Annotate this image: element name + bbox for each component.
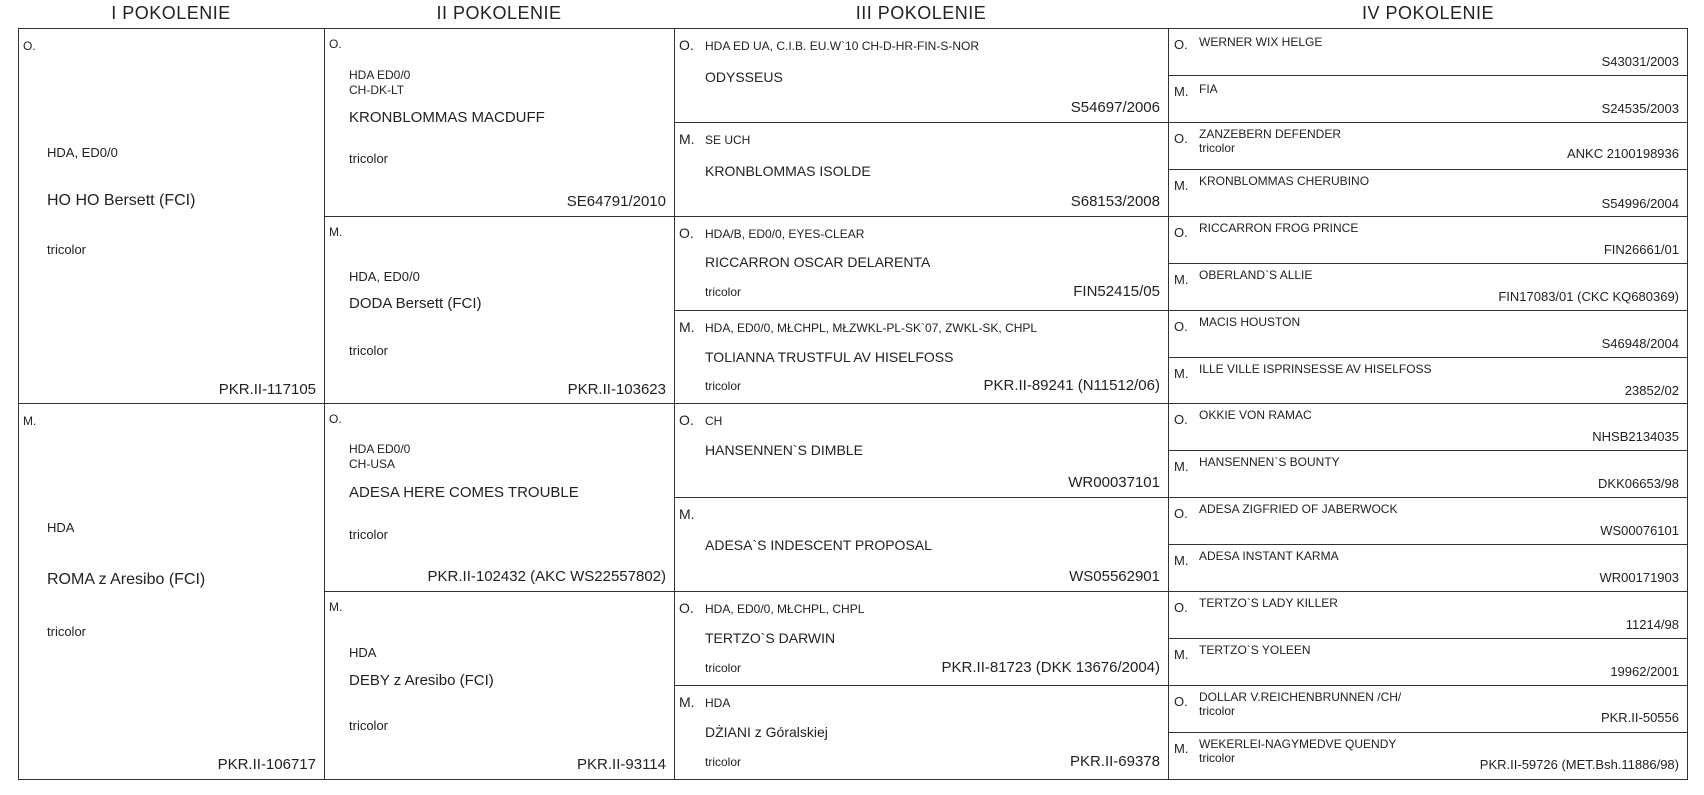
registration: PKR.II-50556 bbox=[1600, 710, 1679, 725]
gen2-cell-1 bbox=[324, 28, 675, 217]
color: tricolor bbox=[705, 755, 742, 769]
dog-name: FIA bbox=[1199, 82, 1218, 96]
gen4-cell-14 bbox=[1168, 638, 1688, 686]
titles: HDA bbox=[705, 696, 731, 710]
prefix: M. bbox=[1174, 553, 1189, 568]
dog-name: DEBY z Aresibo (FCI) bbox=[349, 672, 494, 689]
prefix: O. bbox=[329, 412, 342, 426]
registration: WR00171903 bbox=[1599, 570, 1679, 585]
color: tricolor bbox=[349, 718, 389, 733]
gen4-cell-10 bbox=[1168, 450, 1688, 498]
dog-name: WEKERLEI-NAGYMEDVE QUENDY bbox=[1199, 737, 1397, 751]
registration: 11214/98 bbox=[1625, 617, 1679, 632]
header-generation-4: IV POKOLENIE bbox=[1361, 3, 1495, 23]
gen3-cell-7 bbox=[674, 591, 1169, 686]
registration: PKR.II-102432 (AKC WS22557802) bbox=[427, 568, 666, 585]
prefix: M. bbox=[1174, 647, 1189, 662]
registration: PKR.II-69378 bbox=[1069, 753, 1160, 770]
registration: WS00076101 bbox=[1600, 523, 1679, 538]
dog-name: MACIS HOUSTON bbox=[1199, 315, 1301, 329]
dog-name: ILLE VILLE ISPRINSESSE AV HISELFOSS bbox=[1199, 362, 1432, 376]
prefix: M. bbox=[1174, 178, 1189, 193]
registration: WS05562901 bbox=[1069, 568, 1160, 585]
prefix: M. bbox=[679, 506, 695, 522]
registration: PKR.II-103623 bbox=[567, 381, 666, 398]
prefix: O. bbox=[1174, 694, 1188, 709]
gen4-cell-7 bbox=[1168, 310, 1688, 358]
titles: HDA bbox=[47, 520, 75, 535]
titles-line-2: CH-USA bbox=[349, 457, 396, 471]
dog-name: HO HO Bersett (FCI) bbox=[47, 192, 196, 209]
prefix: O. bbox=[1174, 131, 1188, 146]
prefix: O. bbox=[1174, 506, 1188, 521]
dog-name: KRONBLOMMAS CHERUBINO bbox=[1199, 174, 1370, 188]
titles: HDA, ED0/0, MŁCHPL, CHPL bbox=[705, 602, 865, 616]
color: tricolor bbox=[47, 242, 87, 257]
gen3-cell-1 bbox=[674, 28, 1169, 123]
color: tricolor bbox=[1199, 704, 1236, 718]
gen4-cell-8 bbox=[1168, 357, 1688, 404]
prefix: O. bbox=[329, 37, 342, 51]
registration: S43031/2003 bbox=[1601, 54, 1679, 69]
registration: WR00037101 bbox=[1068, 474, 1160, 491]
dog-name: ROMA z Aresibo (FCI) bbox=[47, 571, 206, 588]
registration: ANKC 2100198936 bbox=[1566, 146, 1679, 161]
prefix: M. bbox=[1174, 272, 1189, 287]
color: tricolor bbox=[705, 379, 742, 393]
gen1-dam-cell bbox=[18, 403, 325, 780]
dog-name: TERTZO`S LADY KILLER bbox=[1199, 596, 1338, 610]
dog-name: ODYSSEUS bbox=[705, 69, 783, 85]
titles: HDA ED0/0 bbox=[349, 68, 411, 82]
registration: DKK06653/98 bbox=[1598, 476, 1679, 491]
dog-name: KRONBLOMMAS MACDUFF bbox=[349, 109, 545, 126]
gen4-cell-11 bbox=[1168, 497, 1688, 545]
header-generation-3: III POKOLENIE bbox=[855, 3, 987, 23]
gen3-cell-4 bbox=[674, 310, 1169, 404]
gen4-cell-5 bbox=[1168, 216, 1688, 264]
prefix: O. bbox=[679, 225, 694, 241]
gen4-cell-9 bbox=[1168, 403, 1688, 451]
registration: S24535/2003 bbox=[1601, 101, 1679, 116]
registration: PKR.II-117105 bbox=[218, 381, 316, 398]
prefix: M. bbox=[679, 131, 695, 147]
registration: SE64791/2010 bbox=[566, 193, 666, 210]
prefix: O. bbox=[1174, 600, 1188, 615]
gen4-cell-1 bbox=[1168, 28, 1688, 76]
titles: HDA, ED0/0 bbox=[349, 269, 420, 284]
dog-name: TERTZO`S DARWIN bbox=[705, 630, 836, 646]
registration: S46948/2004 bbox=[1601, 336, 1679, 351]
prefix: O. bbox=[23, 39, 36, 53]
dog-name: ADESA ZIGFRIED OF JABERWOCK bbox=[1199, 502, 1398, 516]
registration: 23852/02 bbox=[1624, 383, 1679, 398]
registration: NHSB2134035 bbox=[1592, 429, 1679, 444]
prefix: O. bbox=[1174, 37, 1188, 52]
titles: HDA/B, ED0/0, EYES-CLEAR bbox=[705, 227, 865, 241]
gen3-cell-6 bbox=[674, 497, 1169, 592]
dog-name: HANSENNEN`S DIMBLE bbox=[705, 442, 863, 458]
prefix: O. bbox=[1174, 412, 1188, 427]
registration: FIN17083/01 (CKC KQ680369) bbox=[1498, 289, 1679, 304]
prefix: M. bbox=[679, 694, 695, 710]
gen3-cell-2 bbox=[674, 122, 1169, 217]
dog-name: HANSENNEN`S BOUNTY bbox=[1199, 455, 1340, 469]
registration: S68153/2008 bbox=[1070, 193, 1160, 210]
dog-name: TERTZO`S YOLEEN bbox=[1199, 643, 1311, 657]
dog-name: ADESA HERE COMES TROUBLE bbox=[349, 484, 579, 501]
dog-name: ADESA INSTANT KARMA bbox=[1199, 549, 1339, 563]
gen3-cell-8 bbox=[674, 685, 1169, 780]
prefix: M. bbox=[329, 225, 343, 239]
prefix: O. bbox=[1174, 225, 1188, 240]
gen4-cell-4 bbox=[1168, 169, 1688, 217]
header-generation-1: I POKOLENIE bbox=[111, 3, 231, 23]
gen3-cell-5 bbox=[674, 403, 1169, 498]
gen4-cell-6 bbox=[1168, 263, 1688, 311]
gen4-cell-2 bbox=[1168, 75, 1688, 123]
titles: HDA bbox=[349, 645, 377, 660]
prefix: M. bbox=[1174, 366, 1189, 381]
dog-name: WERNER WIX HELGE bbox=[1199, 35, 1323, 49]
color: tricolor bbox=[349, 343, 389, 358]
dog-name: ADESA`S INDESCENT PROPOSAL bbox=[705, 537, 932, 553]
prefix: M. bbox=[679, 319, 695, 335]
titles: HDA ED0/0 bbox=[349, 442, 411, 456]
dog-name: RICCARRON OSCAR DELARENTA bbox=[705, 254, 931, 270]
titles: HDA, ED0/0, MŁCHPL, MŁZWKL-PL-SK`07, ZWKL-SK, CHPL bbox=[705, 321, 1038, 335]
prefix: M. bbox=[329, 600, 343, 614]
header-generation-2: II POKOLENIE bbox=[436, 3, 562, 23]
gen1-sire-cell bbox=[18, 28, 325, 404]
titles: HDA, ED0/0 bbox=[47, 145, 118, 160]
color: tricolor bbox=[705, 285, 742, 299]
registration: PKR.II-89241 (N11512/06) bbox=[983, 377, 1160, 394]
titles-line-2: CH-DK-LT bbox=[349, 83, 405, 97]
dog-name: OKKIE VON RAMAC bbox=[1199, 408, 1312, 422]
gen4-cell-12 bbox=[1168, 544, 1688, 592]
dog-name: DOLLAR V.REICHENBRUNNEN /CH/ bbox=[1199, 690, 1402, 704]
dog-name: OBERLAND`S ALLIE bbox=[1199, 268, 1313, 282]
color: tricolor bbox=[1199, 141, 1236, 155]
prefix: M. bbox=[23, 414, 37, 428]
dog-name: TOLIANNA TRUSTFUL AV HISELFOSS bbox=[705, 349, 954, 365]
registration: S54996/2004 bbox=[1601, 196, 1679, 211]
color: tricolor bbox=[47, 624, 87, 639]
gen2-cell-2 bbox=[324, 216, 675, 404]
prefix: O. bbox=[679, 600, 694, 616]
color: tricolor bbox=[705, 661, 742, 675]
registration: PKR.II-93114 bbox=[577, 756, 666, 773]
registration: PKR.II-81723 (DKK 13676/2004) bbox=[941, 659, 1160, 676]
gen3-cell-3 bbox=[674, 216, 1169, 311]
gen4-cell-15 bbox=[1168, 685, 1688, 733]
prefix: M. bbox=[1174, 741, 1189, 756]
titles: HDA ED UA, C.I.B. EU.W`10 CH-D-HR-FIN-S-NOR bbox=[705, 39, 980, 53]
prefix: O. bbox=[1174, 319, 1188, 334]
gen2-cell-3 bbox=[324, 403, 675, 592]
dog-name: DŻIANI z Góralskiej bbox=[705, 724, 828, 740]
registration: FIN26661/01 bbox=[1603, 242, 1679, 257]
registration: 19962/2001 bbox=[1610, 664, 1679, 679]
gen4-cell-16 bbox=[1168, 732, 1688, 780]
prefix: O. bbox=[679, 37, 694, 53]
dog-name: KRONBLOMMAS ISOLDE bbox=[705, 163, 871, 179]
color: tricolor bbox=[349, 527, 389, 542]
dog-name: ZANZEBERN DEFENDER bbox=[1199, 127, 1342, 141]
prefix: M. bbox=[1174, 84, 1189, 99]
titles: SE UCH bbox=[705, 133, 751, 147]
dog-name: RICCARRON FROG PRINCE bbox=[1199, 221, 1359, 235]
prefix: M. bbox=[1174, 459, 1189, 474]
gen4-cell-3 bbox=[1168, 122, 1688, 170]
registration: PKR.II-106717 bbox=[217, 756, 316, 773]
dog-name: DODA Bersett (FCI) bbox=[349, 295, 482, 312]
color: tricolor bbox=[349, 151, 389, 166]
gen4-cell-13 bbox=[1168, 591, 1688, 639]
color: tricolor bbox=[1199, 751, 1236, 765]
registration: S54697/2006 bbox=[1070, 99, 1160, 116]
prefix: O. bbox=[679, 412, 694, 428]
gen2-cell-4 bbox=[324, 591, 675, 780]
registration: FIN52415/05 bbox=[1073, 283, 1160, 300]
registration: PKR.II-59726 (MET.Bsh.11886/98) bbox=[1479, 757, 1679, 772]
titles: CH bbox=[705, 414, 723, 428]
